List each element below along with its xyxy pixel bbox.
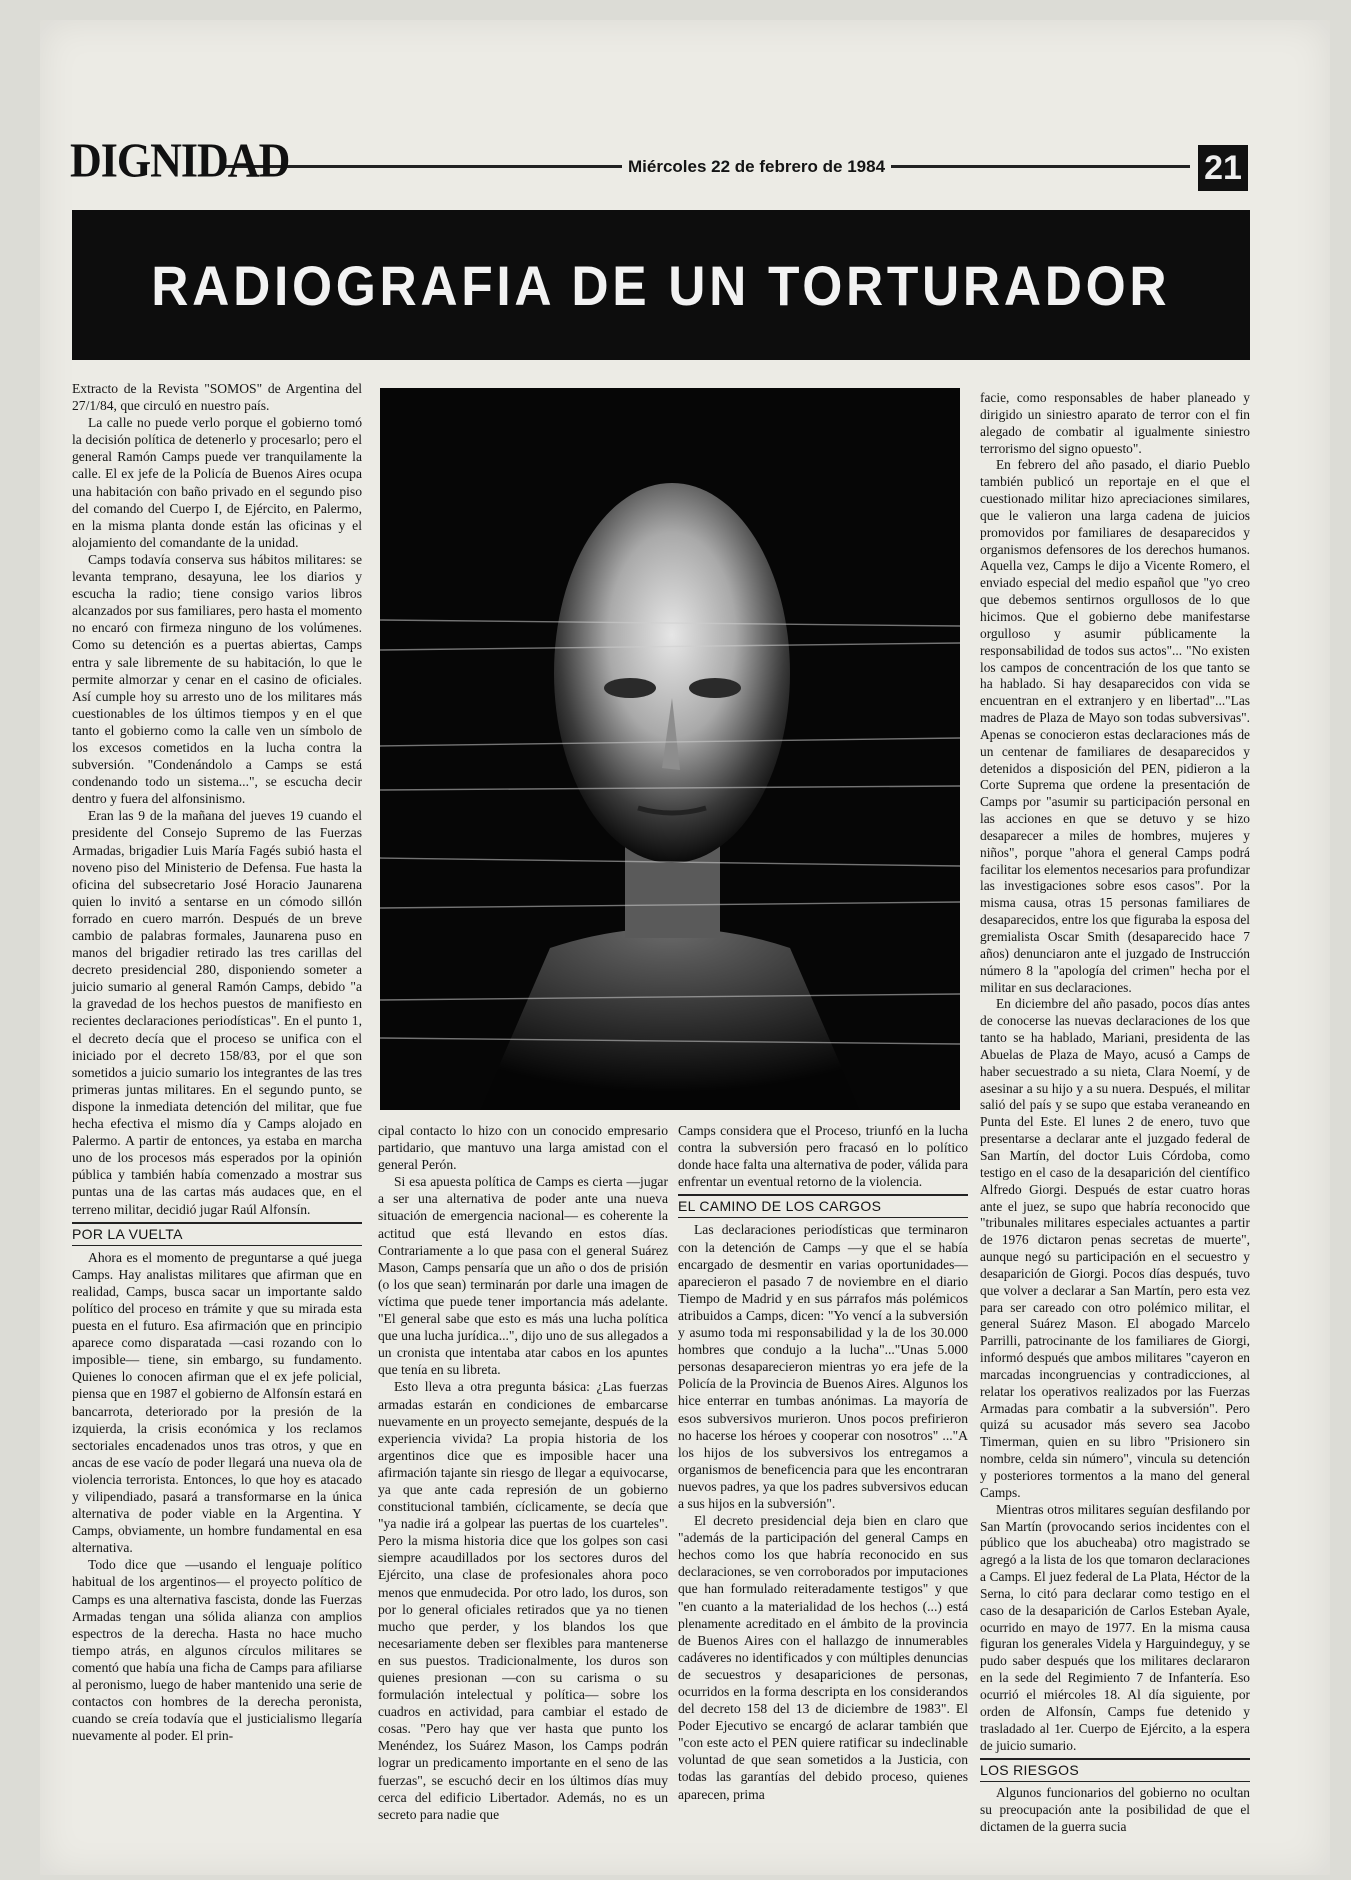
paragraph: cipal contacto lo hizo con un conocido empresario partidario, que mantuvo una larga amistad con el general Perón. bbox=[378, 1123, 668, 1173]
paragraph: Esto lleva a otra pregunta básica: ¿Las fuerzas armadas estarán en condiciones de embarcarse nuevamente en un proyecto semejante, después de la experiencia vivida? La propia historia de los argentinos dice que es imposible hacer una afirmación tajante sin riesgo de llegar a equivocarse, ya que ante cada represión de un gobierno constitucional también, cíclicamente, se decía que "ya nadie irá a golpear las puertas de los cuarteles". Pero la misma historia dice que los golpes son casi siempre acaudillados por los sectores duros del Ejército, una clase de profesionales ahora poco menos que enmudecida. Por otro lado, los duros, son por lo general oficiales retirados que ya no tienen mucho que perder, y los blandos los que necesariamente deben ser flexibles para mantenerse en sus puestos. Tradicionalmente, los duros son quienes presionan —con su carisma o su formulación intelectual y política— sobre los cuadros en actividad, para cambiar el estado de cosas. "Pero hay que ver hasta que punto los Menéndez, los Suárez Mason, los Camps podrán lograr un predicamento importante en el seno de las fuerzas", se escuchó decir en los últimos días muy cerca del edificio Libertador. Además, no es un secreto para nadie que bbox=[378, 1379, 668, 1822]
headline: RADIOGRAFIA DE UN TORTURADOR bbox=[151, 253, 1171, 317]
paragraph: El decreto presidencial deja bien en claro que "además de la participación del general Camps en hechos como los que habría reconocido en sus declaraciones, se ven corroborados por imputaciones que han formulado reiteradamente testigos" y que "en cuanto a la materialidad de los hechos (...) está plenamente acreditado en el ámbito de la provincia de Buenos Aires con el hallazgo de innumerables cadáveres no identificados y con múltiples denuncias de secuestros y desapariciones de personas, ocurridos en la forma descripta en los considerandos del decreto 158 del 13 de diciembre de 1983". El Poder Ejecutivo se encargó de aclarar también que "con este acto el PEN quiere ratificar su indeclinable voluntad de que sean sometidos a la Justicia, con todas las garantías del debido proceso, quienes aparecen, prima bbox=[678, 1513, 968, 1802]
page-number: 21 bbox=[1198, 145, 1248, 191]
intro-text: Extracto de la Revista "SOMOS" de Argentina del 27/1/84, que circuló en nuestro país. bbox=[72, 381, 362, 414]
paragraph: Las declaraciones periodísticas que terminaron con la detención de Camps —y que el se había encargado de desmentir en varias oportunidades— aparecieron el pasado 7 de noviembre en el diario Tiempo de Madrid y en sus párrafos más polémicos atribuidos a Camps, dicen: "Yo vencí a la subversión y asumo toda mi responsabilidad y la de los 30.000 hombres que condujo a la lucha"..."Unas 5.000 personas desaparecieron mientras yo era jefe de la Policía de la Provincia de Buenos Aires. Algunos los hice enterrar en tumbas anónimas. La mayoría de esos subversivos murieron. Unos pocos prefirieron no hacerse los héroes y cooperar con nosotros" ..."A los hijos de los subversivos los entregamos a organismos de beneficencia para que les encontraran nuevos padres, ya que los padres subversivos educan a sus hijos en la subversión". bbox=[678, 1222, 968, 1511]
paragraph: Camps todavía conserva sus hábitos militares: se levanta temprano, desayuna, lee los diarios y escucha la radio; tiene consigo varios libros alcanzados por sus familiares, pero hasta el momento no encaró con firmeza ninguno de los volúmenes. Como su detención es a puertas abiertas, Camps entra y sale libremente de su habitación, lo que le permite almorzar y cenar en el casino de oficiales. Así cumple hoy su arresto uno de los militares más cuestionables de los últimos tiempos y en el que tanto el gobierno como la calle ven un símbolo de los excesos cometidos en la lucha contra la subversión. "Condenándolo a Camps se está condenando todo un sistema...", se escucha decir dentro y fuera del alfonsinismo. bbox=[72, 551, 362, 807]
headline-banner bbox=[72, 210, 1250, 360]
masthead bbox=[70, 135, 1248, 205]
paragraph: facie, como responsables de haber planeado y dirigido un siniestro aparato de terror con el fin alegado de combatir al igualmente siniestro terrorismo del signo opuesto". bbox=[980, 390, 1250, 456]
portrait-icon bbox=[380, 388, 960, 1110]
paragraph: En febrero del año pasado, el diario Pueblo también publicó un reportaje en el que el cuestionado militar hizo apreciaciones similares, que le valieron una larga cadena de juicios promovidos por familiares de desaparecidos y organismos defensores de los derechos humanos. Aquella vez, Camps le dijo a Vicente Romero, el enviado especial del medio español que "yo creo que debemos sentirnos orgullosos de lo que hicimos. Que el gobierno debe manifestarse orgulloso y asumir públicamente la responsabilidad de todos sus actos"... "No existen los campos de concentración de los que tanto se ha hablado. Si hay desaparecidos con vida se encuentran en el extranjero y en libertad"..."Las madres de Plaza de Mayo son todas subversivas". Apenas se conocieron estas declaraciones más de un centenar de familiares de desaparecidos y detenidos a disposición del PEN, pidieron a la Corte Suprema que ordene la presentación de Camps por "asumir su participación personal en las acciones en que se detuvo y se hizo desaparecer a miles de hombres, mujeres y niños", porque "ahora el general Camps podrá facilitar los elementos necesarios para profundizar las investigaciones sobre esos casos". Por la misma causa, otras 15 personas familiares de desaparecidos, entre los que figuraba la esposa del gremialista Oscar Smith (desaparecido hace 7 años) denunciaron ante el juzgado de Instrucción número 8 la "apología del crimen" hecha por el militar en sus declaraciones. bbox=[980, 457, 1250, 995]
paragraph: Todo dice que —usando el lenguaje político habitual de los argentinos— el proyecto político de Camps es una alternativa fascista, donde las Fuerzas Armadas tengan una sólida alianza con amplios espectros de la derecha. Hasta no hace mucho tiempo atrás, en algunos círculos militares se comentó que había una ficha de Camps para afiliarse al peronismo, luego de haber mantenido una serie de contactos con hombres de la derecha peronista, cuando se creía todavía que el justicialismo llegaría nuevamente al poder. El prin- bbox=[72, 1557, 362, 1744]
subheading-por-la-vuelta: POR LA VUELTA bbox=[72, 1222, 362, 1246]
paragraph: Si esa apuesta política de Camps es cierta —jugar a ser una alternativa de poder ante una nueva situación de emergencia nacional— es coherente la actitud que está llevando en estos días. Contrariamente a lo que pasa con el general Suárez Mason, Camps pensaría que un año o dos de prisión (o los que sean) terminarán por darle una imagen de víctima que puede tener importancia más adelante. "El general sabe que esto es más una lucha política que una lucha jurídica...", dijo uno de sus allegados a un cronista que intentaba atar cabos en los apuntes que tenía en su libreta. bbox=[378, 1174, 668, 1378]
paragraph: Ahora es el momento de preguntarse a qué juega Camps. Hay analistas militares que afirman que en realidad, Camps, busca sacar un importante saldo político del proceso en trámite y que su mirada esta puesta en el futuro. Esa afirmación que en principio aparece como disparatada —casi rozando con lo imposible— tiene, sin embargo, su fundamento. Quienes lo conocen afirman que el ex jefe policial, piensa que en 1987 el gobierno de Alfonsín estará en bancarrota, deteriorado por la presión de la izquierda, la crisis económica y los reclamos sectoriales encadenados unos tras otros, y que en ancas de ese vacío de poder llegará una nueva ola de violencia terrorista. Entonces, lo que hoy es atacado y vilipendiado, pasará a transformarse en la única alternativa de poder viable en la Argentina. Y Camps, obviamente, un hombre fundamental en esa alternativa. bbox=[72, 1249, 362, 1556]
paragraph: La calle no puede verlo porque el gobierno tomó la decisión política de detenerlo y procesarlo; pero el general Ramón Camps puede ver tranquilamente la calle. El ex jefe de la Policía de Buenos Aires ocupa una habitación con baño privado en el segundo piso del comando del Cuerpo I, de Ejército, en Palermo, en la misma planta donde están las oficinas y el alojamiento del comandante de la unidad. bbox=[72, 415, 362, 550]
paragraph: Mientras otros militares seguían desfilando por San Martín (provocando serios incidentes con el público que los abucheaba) otro magistrado se agregó a la lista de los que tomaron declaraciones a Camps. El juez federal de La Plata, Héctor de la Serna, lo citó para declarar como testigo en el caso de la desaparición de Carlos Esteban Ayale, ocurrido en mayo de 1977. En la misma causa figuran los generales Videla y Harguindeguy, y se pudo saber después que los militares declararon en la sede del Regimiento 7 de Infantería. Eso ocurrió el miércoles 18. Al día siguiente, por orden de Alfonsín, Camps fue detenido y trasladado al 1er. Cuerpo de Ejército, a la espera de juicio sumario. bbox=[980, 1501, 1250, 1753]
column-2 bbox=[378, 1122, 668, 1823]
paragraph: En diciembre del año pasado, pocos días antes de conocerse las nuevas declaraciones de los que tanto se ha hablado, Mariani, presidenta de las Abuelas de Plaza de Mayo, acusó a Camps de haber secuestrado a su nieta, Clara Noemí, y de asesinar a su hijo y a su nuera. Después, el militar salió del país y se supo que estaba veraneando en Punta del Este. El lunes 2 de enero, tuvo que presentarse a declarar ante el juzgado federal de San Martín, del doctor Luis Córdoba, como testigo en el caso de la desaparición del científico Alfredo Giorgi. Después de estar cuatro horas ante el juez, se supo que habría reconocido que "tribunales militares especiales actuantes a partir de 1976 dictaron penas secretas de muerte", aunque negó su participación en el secuestro y desaparición de Giorgi. Pocos días después, tuvo que volver a declarar a San Martín, pero esta vez para ser careado con otro polémico militar, el general Suárez Mason. El abogado Marcelo Parrilli, patrocinante de los familiares de Giorgi, informó después que ambos militares "cayeron en marcadas incongruencias y contradicciones, al relatar los operativos realizados por las Fuerzas Armadas para combatir a la subversión". Pero quizá su acusador más severo sea Jacobo Timerman, quien en su libro "Prisionero sin nombre, celda sin número", vincula su detención y posteriores tormentos a la mano del general Camps. bbox=[980, 996, 1250, 1500]
column-4 bbox=[980, 390, 1250, 1836]
column-1 bbox=[72, 380, 362, 1744]
column-3 bbox=[678, 1122, 968, 1803]
paragraph: Algunos funcionarios del gobierno no ocultan su preocupación ante la posibilidad de que el dictamen de la guerra sucia bbox=[980, 1785, 1250, 1834]
paragraph: Camps considera que el Proceso, triunfó en la lucha contra la subversión pero fracasó en lo político donde hace falta una alternativa de poder, válida para enfrentar un eventual retorno de la violencia. bbox=[678, 1123, 968, 1190]
issue-date: Miércoles 22 de febrero de 1984 bbox=[622, 157, 891, 177]
paragraph: Eran las 9 de la mañana del jueves 19 cuando el presidente del Consejo Supremo de las Fuerzas Armadas, brigadier Luis María Fagés subió hasta el noveno piso del Ministerio de Defensa. Fue hasta la oficina del subsecretario José Horacio Jaunarena quien lo invitó a sentarse en un cómodo sillón forrado en cuero marrón. Después de un breve cambio de palabras formales, Jaunarena puso en manos del brigadier retirado las tres carillas del decreto presidencial 280, disponiendo someter a juicio sumario al general Ramón Camps, debido "a la gravedad de los hechos puestos de manifiesto en recientes declaraciones periodísticas". En el punto 1, el decreto decía que el proceso se unifica con el iniciado por el decreto 158/83, por el que son sometidos a juicio sumario los integrantes de las tres primeras juntas militares. En el segundo punto, se dispone la inmediata detención del militar, que fue hecha efectiva el mismo día y Camps alojado en Palermo. A partir de entonces, ya estaba en marcha uno de los procesos más esperados por la opinión pública y también había comenzado a mostrar sus puntas una de las cartas más audaces que, en el terreno militar, decidió jugar Raúl Alfonsín. bbox=[72, 808, 362, 1217]
subheading-el-camino-de-los-cargos: EL CAMINO DE LOS CARGOS bbox=[678, 1194, 968, 1218]
publication-logo: DIGNIDAD bbox=[70, 133, 290, 188]
subheading-los-riesgos: LOS RIESGOS bbox=[980, 1758, 1250, 1782]
portrait-photo-icon bbox=[380, 388, 960, 1110]
